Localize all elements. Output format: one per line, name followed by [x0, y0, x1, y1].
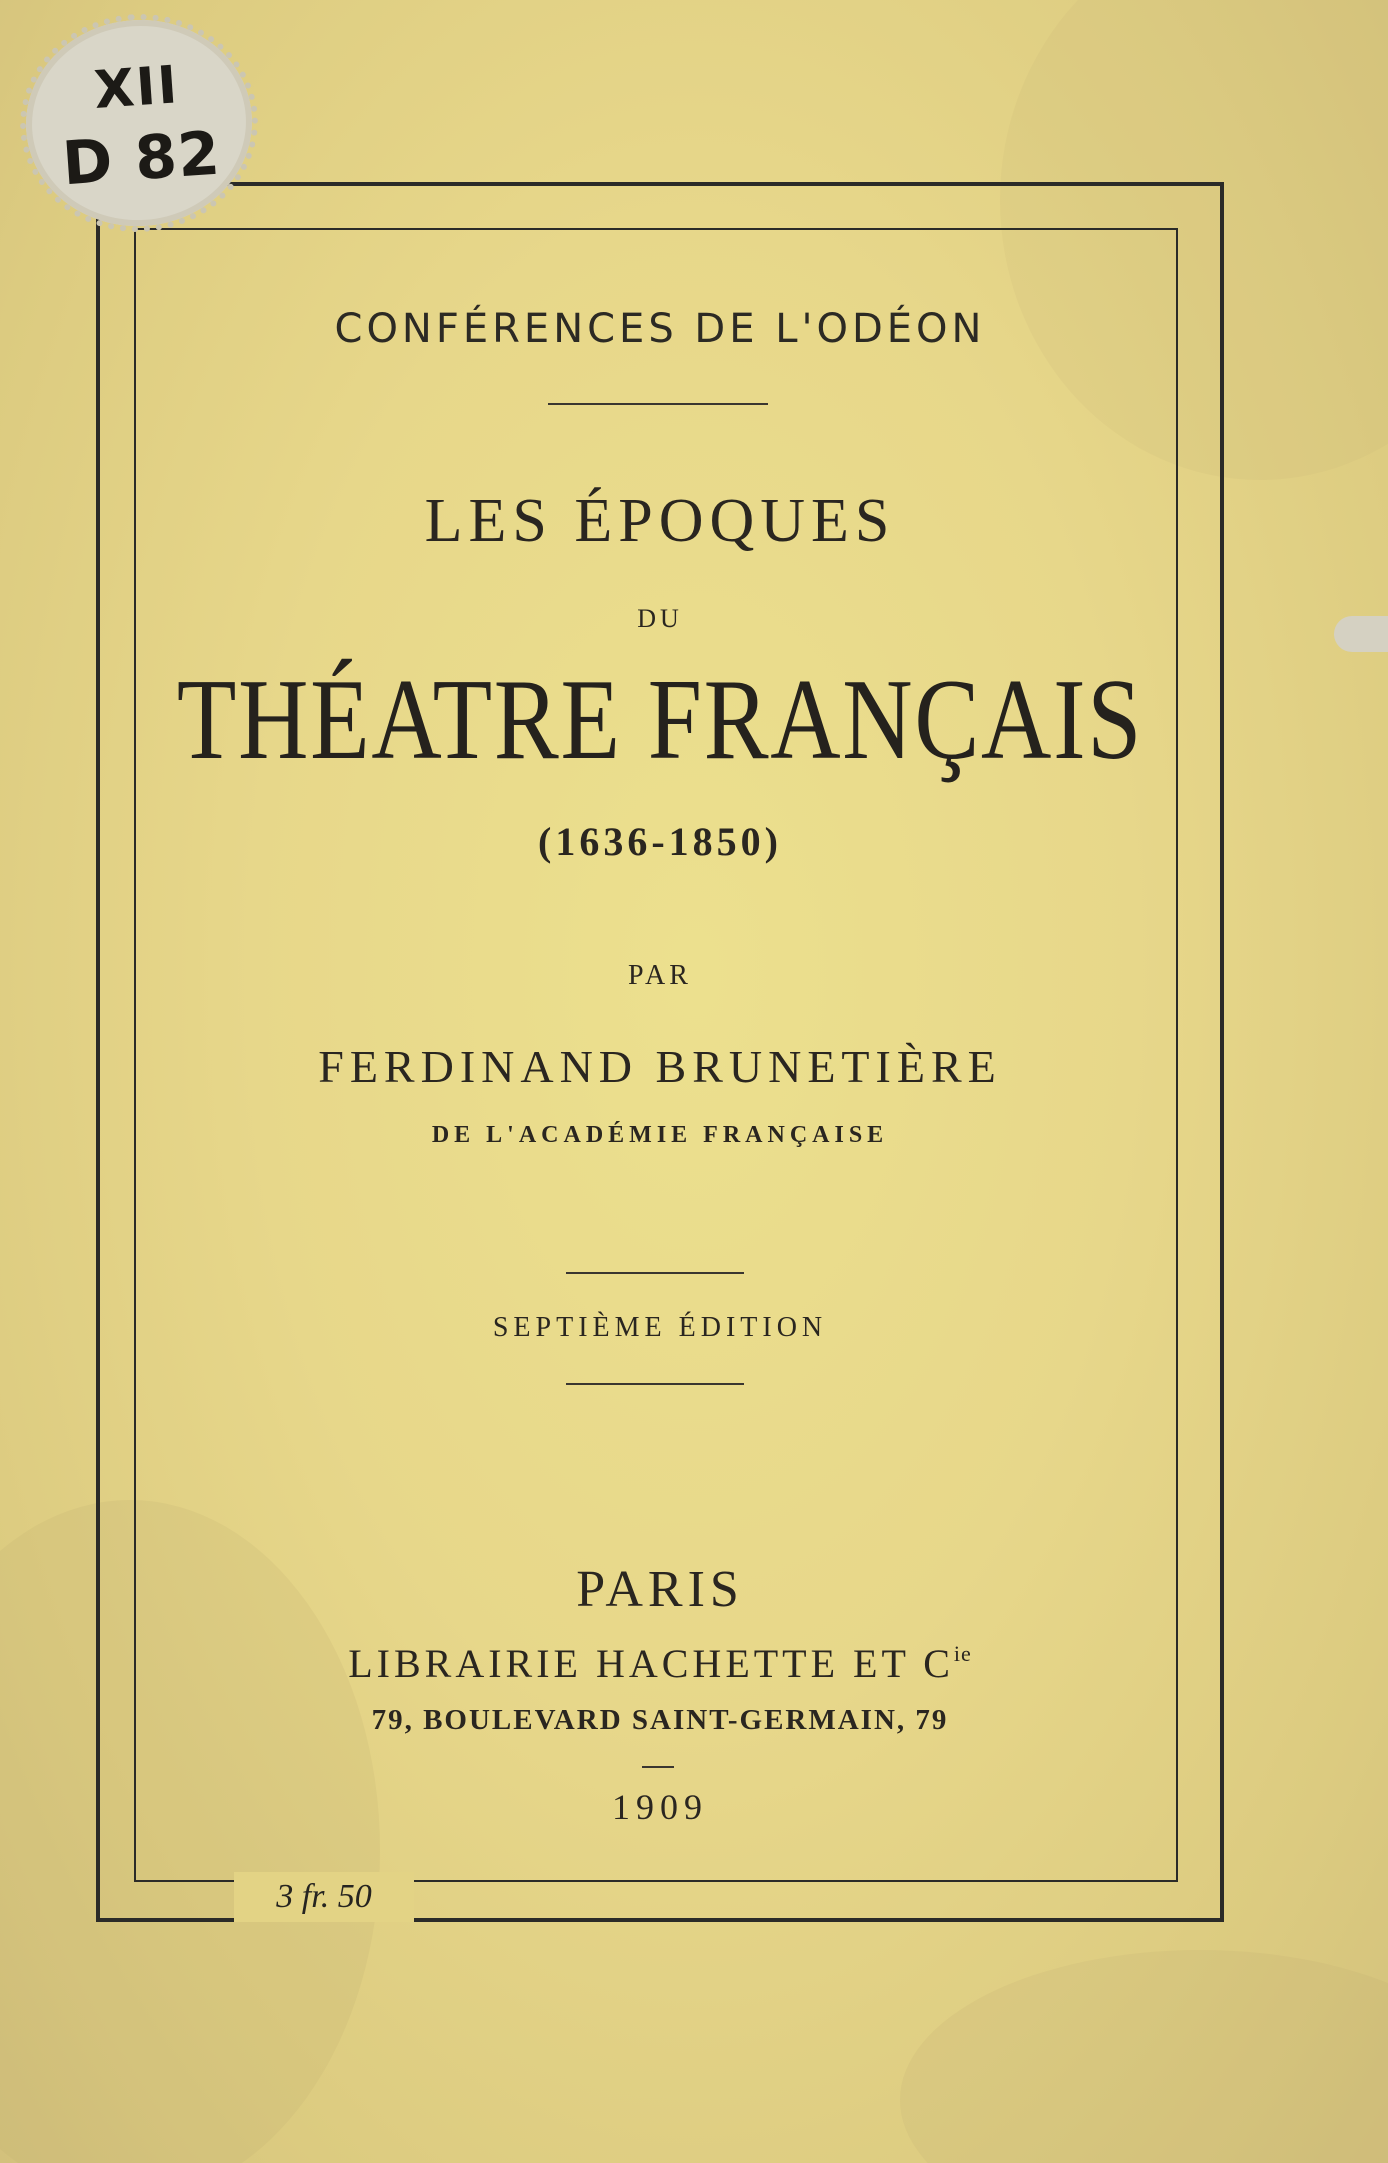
publisher-suffix: ie	[953, 1641, 972, 1666]
paper-tab	[1334, 616, 1388, 652]
divider-rule	[566, 1383, 744, 1385]
shelf-label-line-1: XII	[92, 55, 181, 121]
title-connector: DU	[637, 604, 683, 633]
divider-rule	[548, 403, 768, 405]
byline-by: PAR	[628, 960, 692, 991]
publication-year: 1909	[612, 1787, 708, 1827]
title-dates: (1636-1850)	[538, 819, 782, 864]
divider-rule	[566, 1272, 744, 1274]
publication-city: PARIS	[576, 1561, 744, 1618]
publisher-name	[0, 1640, 1320, 1687]
edition-label: SEPTIÈME ÉDITION	[492, 1312, 828, 1343]
author-affiliation: DE L'ACADÉMIE FRANÇAISE	[431, 1122, 889, 1148]
title-line-1: LES ÉPOQUES	[424, 487, 896, 555]
publisher-name-text: LIBRAIRIE HACHETTE ET C	[348, 1641, 954, 1686]
price-label: 3 fr. 50	[234, 1872, 414, 1922]
shelf-label-line-2: D 82	[60, 118, 223, 200]
title-line-2: THÉATRE FRANÇAIS	[176, 656, 1144, 784]
author-name: FERDINAND BRUNETIÈRE	[318, 1041, 1002, 1092]
divider-rule	[642, 1766, 674, 1768]
series-title: CONFÉRENCES DE L'ODÉON	[334, 306, 986, 352]
paper-stain	[900, 1950, 1388, 2163]
publisher-address: 79, BOULEVARD SAINT-GERMAIN, 79	[371, 1704, 949, 1736]
